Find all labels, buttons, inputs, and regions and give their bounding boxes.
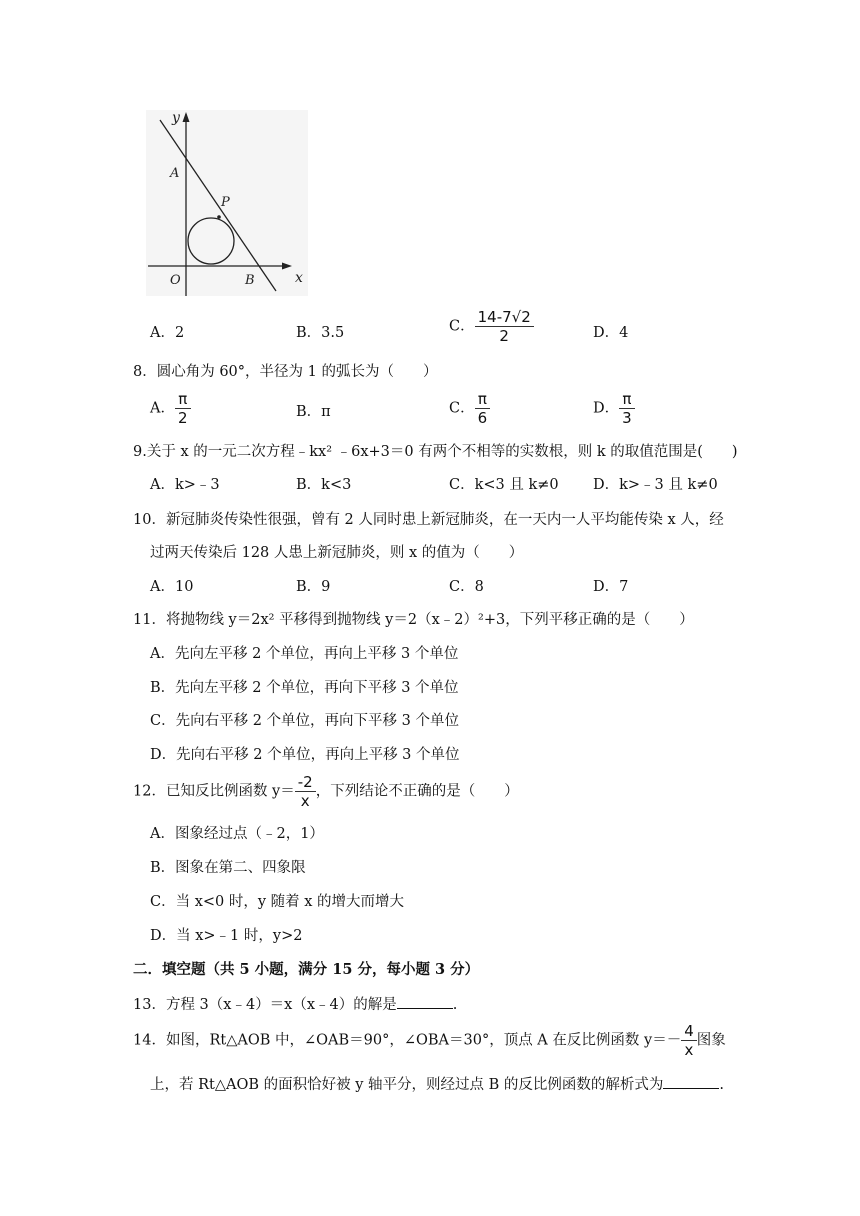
q12-option-a: A．图象经过点（﹣2，1）	[150, 826, 324, 842]
label-b: B	[245, 273, 255, 288]
fraction-numerator: π	[619, 390, 635, 409]
q9-stem: 9.关于 x 的一元二次方程﹣kx² ﹣6x+3＝0 有两个不相等的实数根，则 k 的取值范围是( )	[133, 444, 738, 460]
q13-end: .	[452, 997, 458, 1013]
label-x: x	[295, 270, 303, 286]
point-p	[217, 215, 221, 219]
q12-stem-prefix: 12．已知反比例函数 y＝	[133, 783, 295, 800]
fraction-numerator: π	[475, 390, 491, 409]
q11-option-b: B．先向左平移 2 个单位，再向下平移 3 个单位	[150, 680, 459, 696]
q14-line1	[133, 1022, 726, 1059]
label-y: y	[172, 110, 180, 126]
q8-option-a	[150, 390, 191, 427]
q7-option-c	[449, 308, 534, 345]
q9-option-a: A．k>﹣3	[150, 477, 220, 493]
q9-option-b: B．k<3	[296, 477, 352, 493]
q14-end: .	[719, 1077, 725, 1093]
q10-stem-line1: 10．新冠肺炎传染性很强，曾有 2 人同时患上新冠肺炎，在一天内一人平均能传染 x 人，经	[133, 512, 724, 528]
q8-option-a-fraction	[175, 390, 191, 427]
fraction-numerator: 4	[681, 1022, 697, 1041]
label-o: O	[170, 273, 181, 288]
q12-option-c: C．当 x<0 时，y 随着 x 的增大而增大	[150, 894, 405, 910]
q8-option-c	[449, 390, 490, 427]
q12-stem	[133, 773, 519, 810]
q10-option-d: D．7	[593, 579, 629, 595]
q8-option-c-fraction	[475, 390, 491, 427]
fraction-numerator: π	[175, 390, 191, 409]
q14-line1-suffix: 图象	[696, 1032, 726, 1049]
fraction-denominator: x	[684, 1041, 694, 1059]
label-p: P	[221, 195, 230, 210]
q9-option-c: C．k<3 且 k≠0	[449, 477, 559, 493]
q11-option-c: C．先向右平移 2 个单位，再向下平移 3 个单位	[150, 713, 459, 729]
q10-stem-line2: 过两天传染后 128 人患上新冠肺炎，则 x 的值为（ ）	[150, 545, 524, 561]
q12-option-d: D．当 x>﹣1 时，y>2	[150, 928, 303, 944]
q12-fraction	[295, 773, 316, 810]
fraction-denominator: 2	[177, 409, 188, 427]
q8-option-b: B．π	[296, 404, 331, 420]
q8-option-d	[593, 390, 635, 427]
q8-stem: 8．圆心角为 60°，半径为 1 的弧长为（ ）	[133, 364, 438, 380]
geometry-figure	[140, 106, 315, 301]
section-title: 二．填空题（共 5 小题，满分 15 分，每小题 3 分）	[133, 961, 480, 978]
fraction-numerator: -2	[295, 773, 316, 792]
q7-option-c-fraction	[475, 308, 534, 345]
option-prefix: C．	[449, 400, 475, 417]
q7-option-a: A．2	[150, 325, 185, 341]
q14-line2-text: 上，若 Rt△AOB 的面积恰好被 y 轴平分，则经过点 B 的反比例函数的解析式为	[150, 1077, 664, 1093]
q11-option-d: D．先向右平移 2 个单位，再向上平移 3 个单位	[150, 747, 460, 763]
fraction-denominator: 2	[499, 327, 509, 345]
q12-option-b: B．图象在第二、四象限	[150, 860, 306, 876]
q10-option-b: B．9	[296, 579, 331, 595]
q7-option-d: D．4	[593, 325, 629, 341]
q9-option-d: D．k>﹣3 且 k≠0	[593, 477, 718, 493]
answer-blank[interactable]	[663, 1074, 719, 1089]
q12-stem-suffix: ，下列结论不正确的是（ ）	[315, 783, 519, 800]
q10-option-a: A．10	[150, 579, 194, 595]
q13-stem-text: 13．方程 3（x﹣4）＝x（x﹣4）的解是	[133, 997, 397, 1013]
q14-fraction	[681, 1022, 697, 1059]
q11-stem: 11．将抛物线 y＝2x² 平移得到抛物线 y＝2（x﹣2）²+3，下列平移正确的是（ ）	[133, 612, 694, 628]
answer-blank[interactable]	[397, 994, 453, 1009]
fraction-denominator: 3	[622, 409, 632, 427]
q11-option-a: A．先向左平移 2 个单位，再向上平移 3 个单位	[150, 646, 459, 662]
q14-line2	[150, 1073, 724, 1094]
fraction-numerator: 14-7√2	[475, 308, 534, 327]
q7-option-c-prefix: C．	[449, 318, 475, 335]
fraction-denominator: 6	[477, 409, 488, 427]
q14-line1-prefix: 14．如图，Rt△AOB 中，∠OAB＝90°，∠OBA＝30°，顶点 A 在反比例函数 y＝－	[133, 1032, 682, 1049]
label-a: A	[170, 166, 180, 181]
option-prefix: A．	[150, 400, 175, 417]
q13-stem	[133, 993, 457, 1014]
q8-option-d-fraction	[619, 390, 635, 427]
q10-option-c: C．8	[449, 579, 484, 595]
fraction-denominator: x	[300, 792, 310, 810]
q7-option-b: B．3.5	[296, 325, 345, 341]
option-prefix: D．	[593, 400, 620, 417]
